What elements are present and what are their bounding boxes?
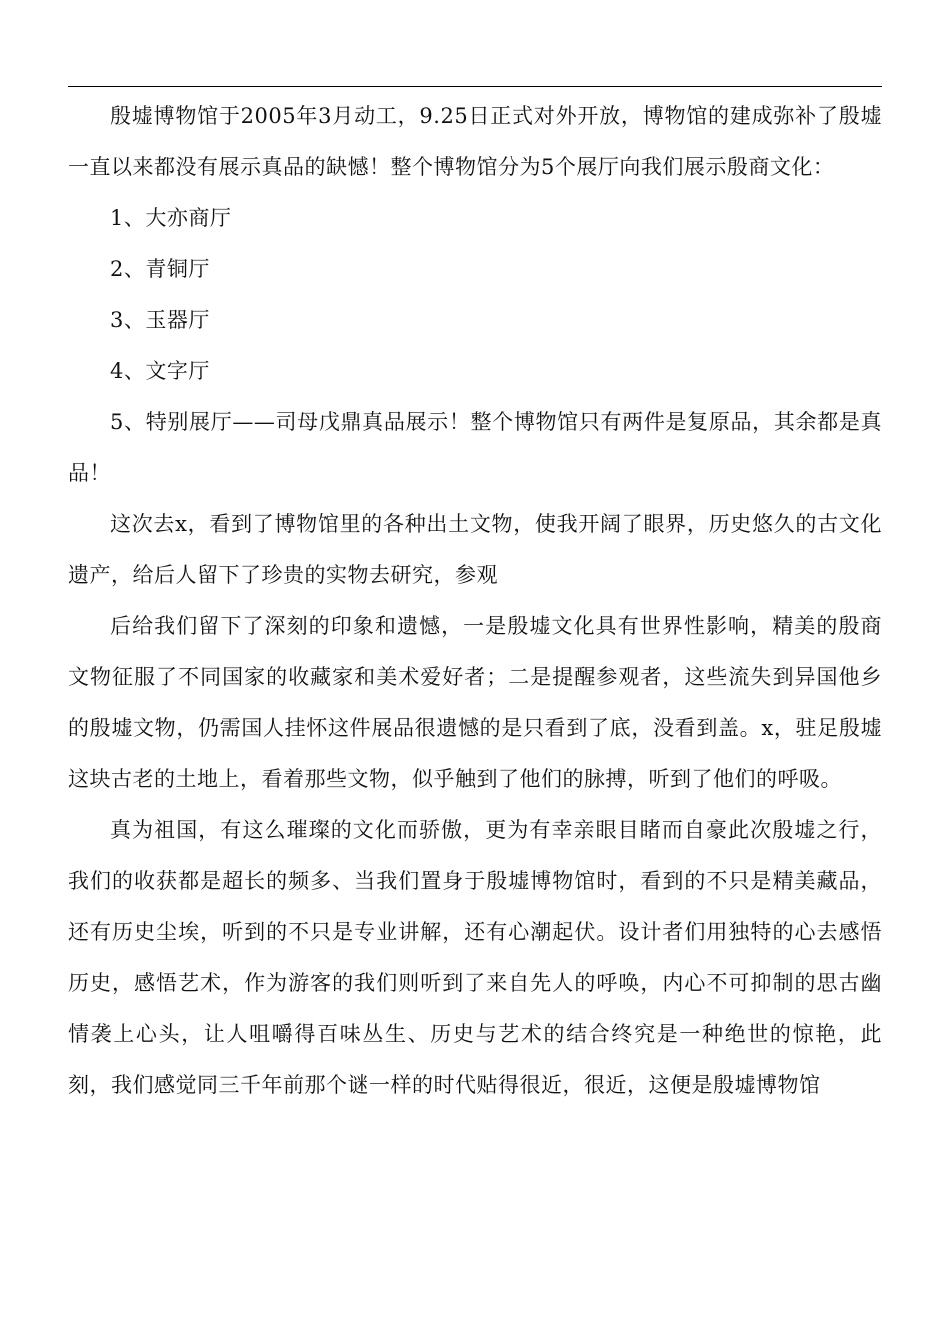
list-item-hall-1: 1、大亦商厅: [110, 206, 232, 230]
paragraph-intro: 殷墟博物馆于2005年3月动工，9.25日正式对外开放，博物馆的建成弥补了殷墟一直以来都没有展示真品的缺憾！整个博物馆分为5个展厅向我们展示殷商文化：: [68, 104, 882, 179]
document-body: [68, 91, 882, 1111]
list-item-hall-2: 2、青铜厅: [110, 257, 210, 281]
list-item-hall-3: 3、玉器厅: [110, 308, 210, 332]
header-rule: [68, 86, 882, 87]
list-item-hall-5: 5、特别展厅——司母戊鼎真品展示！整个博物馆只有两件是复原品，其余都是真品！: [68, 410, 882, 485]
paragraph-impression: 后给我们留下了深刻的印象和遗憾，一是殷墟文化具有世界性影响，精美的殷商文物征服了不同国家的收藏家和美术爱好者；二是提醒参观者，这些流失到异国他乡的殷墟文物，仍需国人挂怀这件展品很遗憾的是只看到了底，没看到盖。x，驻足殷墟这块古老的土地上，看着那些文物，似乎触到了他们的脉搏，听到了他们的呼吸。: [68, 614, 882, 791]
paragraph-pride: 真为祖国，有这么璀璨的文化而骄傲，更为有幸亲眼目睹而自豪此次殷墟之行，我们的收获都是超长的频多、当我们置身于殷墟博物馆时，看到的不只是精美藏品，还有历史尘埃，听到的不只是专业讲解，还有心潮起伏。设计者们用独特的心去感悟历史，感悟艺术，作为游客的我们则听到了来自先人的呼唤，内心不可抑制的思古幽情袭上心头，让人咀嚼得百味丛生、历史与艺术的结合终究是一种绝世的惊艳，此刻，我们感觉同三千年前那个谜一样的时代贴得很近，很近，这便是殷墟博物馆: [68, 818, 882, 1097]
paragraph-visit: 这次去x，看到了博物馆里的各种出土文物，使我开阔了眼界，历史悠久的古文化遗产，给后人留下了珍贵的实物去研究，参观: [68, 512, 882, 587]
list-item-hall-4: 4、文字厅: [110, 359, 210, 383]
